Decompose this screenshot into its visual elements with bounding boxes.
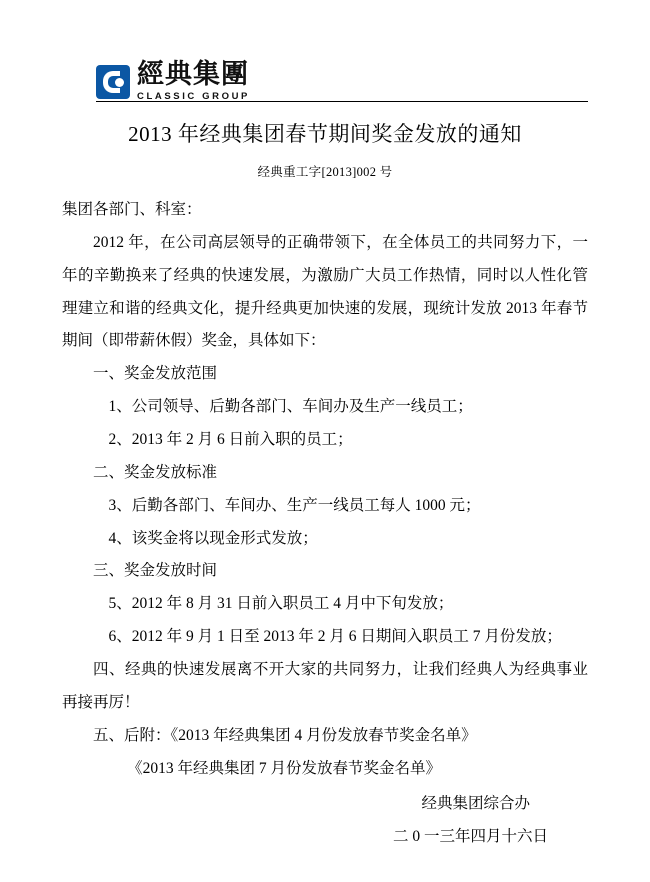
- attachment-intro: 五、后附：《2013 年经典集团 4 月份发放春节奖金名单》: [93, 726, 477, 744]
- signature-date: 二 0 一三年四月十六日: [392, 828, 548, 846]
- document-number: 经典重工字[2013]002 号: [257, 165, 393, 179]
- page-title: 2013 年经典集团春节期间奖金发放的通知: [128, 122, 522, 146]
- company-name-en: CLASSIC GROUP: [137, 91, 250, 102]
- company-name-block: [137, 61, 250, 102]
- document-body: [62, 194, 588, 854]
- attachment-second: 《2013 年经典集团 7 月份发放春节奖金名单》: [127, 759, 441, 777]
- company-logo: [96, 61, 250, 102]
- classic-group-logo-icon: [96, 65, 130, 99]
- section-item: 4、该奖金将以现金形式发放；: [108, 529, 318, 547]
- closing-paragraph: 四、经典的快速发展离不开大家的共同努力，让我们经典人为经典事业再接再厉！: [62, 661, 588, 711]
- section-heading-3: 三、奖金发放时间: [93, 562, 218, 580]
- intro-paragraph: 2012 年，在公司高层领导的正确带领下，在全体员工的共同努力下，一年的辛勤换来了经典的快速发展，为激励广大员工作热情，同时以人性化管理建立和谐的经典文化，提升经典更加快速的发展，现统计发放 2013 年春节期间（即带薪休假）奖金，具体如下：: [62, 233, 588, 350]
- section-heading-2: 二、奖金发放标准: [93, 463, 218, 481]
- section-item: 1、公司领导、后勤各部门、车间办及生产一线员工；: [108, 398, 473, 416]
- section-item: 6、2012 年 9 月 1 日至 2013 年 2 月 6 日期间入职员工 7 月份发放；: [108, 628, 562, 646]
- signature: 经典集团综合办: [421, 795, 530, 813]
- company-name-cn: 經典集團: [137, 59, 249, 90]
- letterhead: [62, 40, 588, 102]
- section-heading-1: 一、奖金发放范围: [93, 365, 218, 383]
- header-divider: [96, 101, 588, 102]
- section-item: 3、后勤各部门、车间办、生产一线员工每人 1000 元；: [108, 496, 481, 514]
- section-item: 5、2012 年 8 月 31 日前入职员工 4 月中下旬发放；: [108, 595, 454, 613]
- section-item: 2、2013 年 2 月 6 日前入职的员工；: [108, 431, 353, 449]
- salutation: 集团各部门、科室：: [62, 201, 202, 218]
